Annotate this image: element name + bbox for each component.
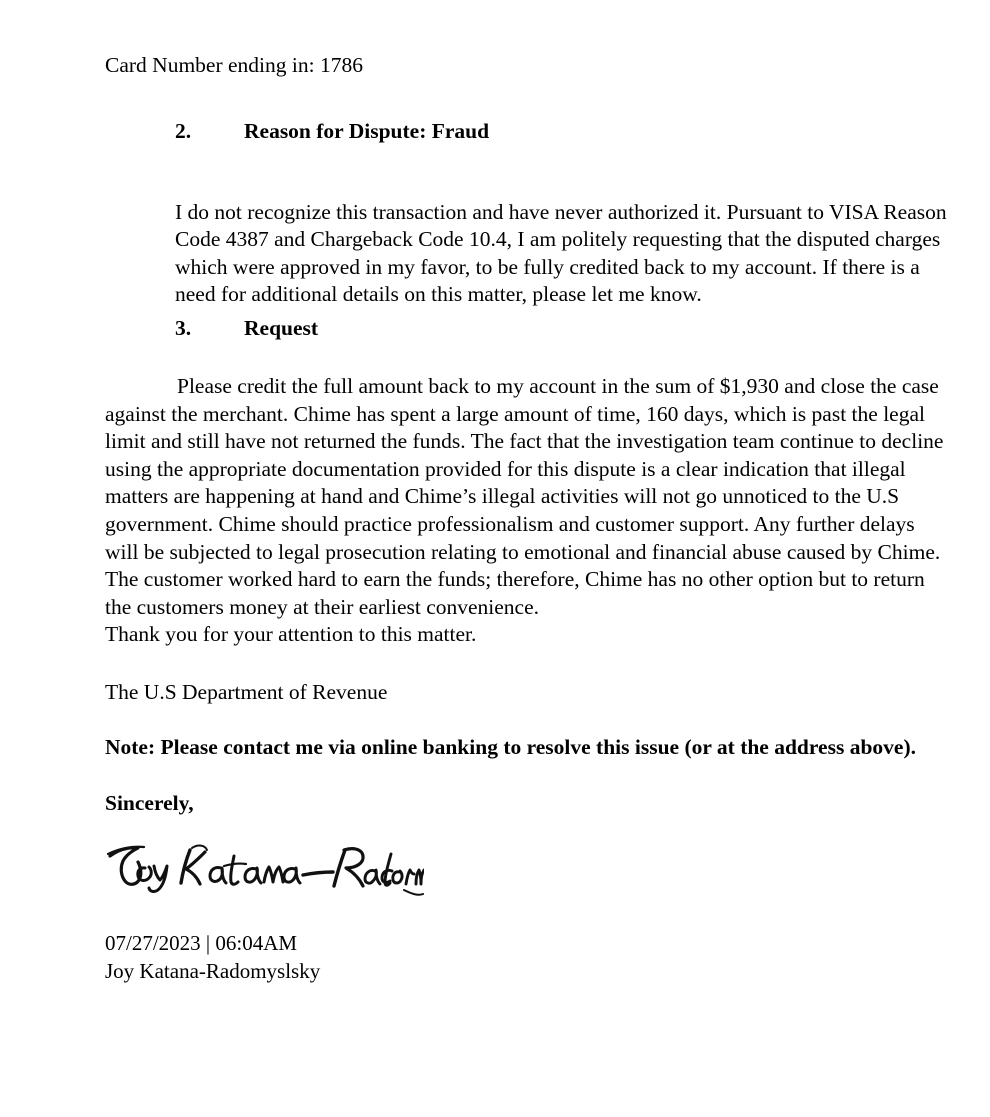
signature-svg [104,838,424,908]
section-title-3: Request [244,316,319,340]
section-body-2: I do not recognize this transaction and have never authorized it. Pursuant to VISA Reason Code 4387 and Chargeback Code 10.4, I am politely requesting that the disputed charges which were approved in my favor, to be fully credited back to my account. If there is a need for additional details on this matter, please let me know. [175,199,947,307]
section-number-2: 2. [175,119,192,143]
thank-you-line: Thank you for your attention to this matter. [105,622,477,647]
sincerely-label: Sincerely, [105,791,194,815]
card-number-line: Card Number ending in: 1786 [105,53,363,77]
signature-date: 07/27/2023 | 06:04AM [105,931,298,955]
department-line: The U.S Department of Revenue [105,680,388,704]
section-body-3 [105,373,945,649]
section-heading-3 [175,315,318,343]
section-number-3: 3. [175,316,192,340]
section-heading-2 [175,118,489,146]
signature-image [104,838,424,908]
request-paragraph-text: Please credit the full amount back to my account in the sum of $1,930 and close the case against the merchant. Chime has spent a large amount of time, 160 days, which is past the legal limit and still have not returned the funds. The fact that the investigation team continue to decline using the appropriate documentation provided for this dispute is a clear indication that illegal matters are happening at hand and Chime’s illegal activities will not go unnoticed to the U.S government. Chime should practice professionalism and customer support. Any further delays will be subjected to legal prosecution relating to emotional and financial abuse caused by Chime. The customer worked hard to earn the funds; therefore, Chime has no other option but to return the customers money at their earliest convenience. [105,374,944,619]
signature-block [105,930,320,985]
signature-typed-name: Joy Katana-Radomyslsky [105,958,321,983]
section-title-2: Reason for Dispute: Fraud [244,119,490,143]
note-line: Note: Please contact me via online banking to resolve this issue (or at the address above). [105,735,916,759]
